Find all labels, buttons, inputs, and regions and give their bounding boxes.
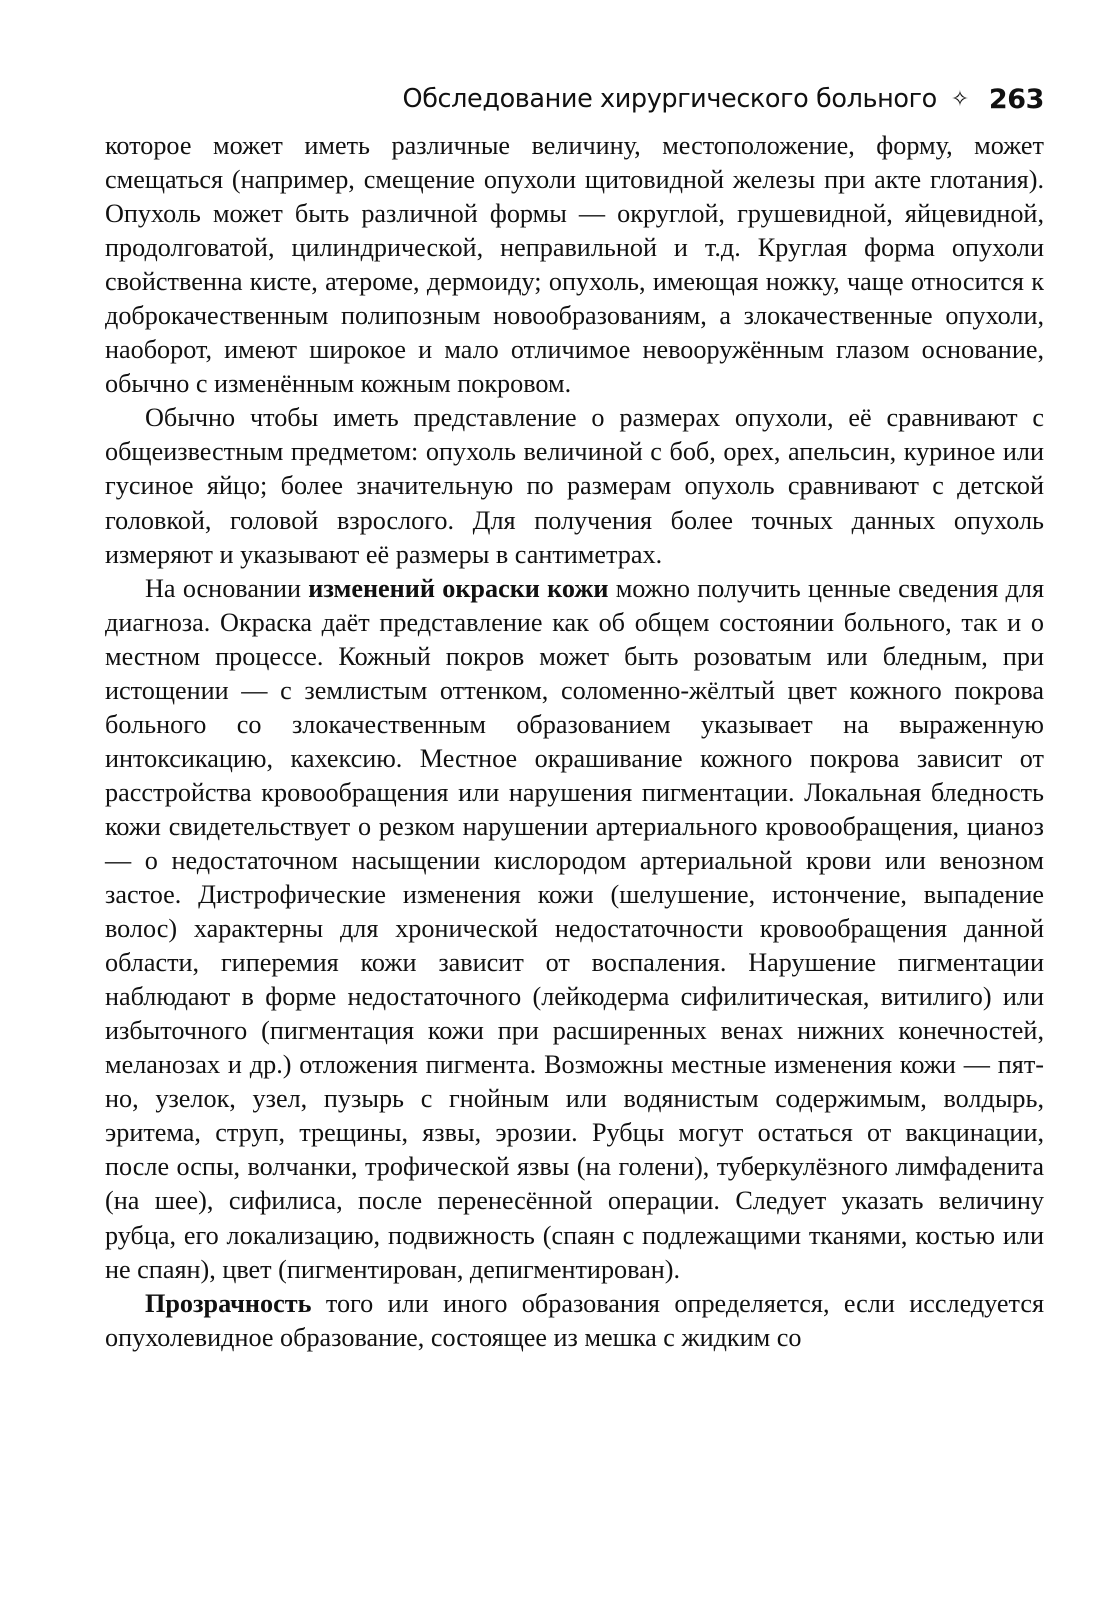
paragraph-tumor-size: Обычно чтобы иметь представление о размерах опухоли, её сравнивают с общеизвестным предметом: опухоль величиной с боб, орех, апельсин, куриное или гусиное яйцо; более значительную по размерам опухоль сравнивают с детской головкой, головой взрослого. Для получения более точных данных опухоль измеряют и указывают её размеры в сантиметрах. xyxy=(105,403,1044,569)
body-text xyxy=(105,129,1044,1355)
chapter-title: Обследование хирургического больного xyxy=(402,84,937,114)
paragraph-skin-color xyxy=(105,572,1044,1287)
paragraph-tumor-shape: которое может иметь различные величину, местоположение, форму, может смещаться (например, смещение опухоли щитовидной железы при акте глотания). Опухоль может быть различной формы — округлой, грушевидной, яйцевидной, продолговатой, цилиндрической, неправильной и т.д. Круглая форма опухоли свойственна кисте, атероме, дермоиду; опухоль, имеющая ножку, чаще относится к доброкачественным полипозным новообразованиям, а злокачественные опухоли, наоборот, имеют широкое и мало отличимое невооружённым глазом основание, обычно с изменённым кожным покровом. xyxy=(105,131,1044,399)
running-header xyxy=(105,76,1044,122)
diamond-separator-icon: ✧ xyxy=(950,86,969,112)
page-number: 263 xyxy=(988,83,1044,115)
paragraph-body-text: можно получить ценные сведения для диагноза. Окраска даёт представление как об общем состоянии больного, так и о местном процессе. Кожный покров может быть розоватым или бледным, при истощении — с землистым оттенком, соломенно-жёлтый цвет кожного покрова больного со злокачественным образованием указывает на выраженную интоксикацию, кахексию. Местное окрашивание кожного покрова зависит от расстройства кровообращения или нарушения пигментации. Локальная бледность кожи свидетельствует о резком нарушении артериального кровообращения, цианоз — о недостаточном насыщении кислородом артериальной крови или венозном застое. Дистрофические изменения кожи (шелушение, истончение, выпадение волос) характерны для хронической недостаточности кровообращения данной области, гиперемия кожи зависит от воспаления. Нарушение пигментации наблюдают в форме недостаточного (лейкодерма сифилитическая, витилиго) или избыточного (пигментация кожи при расширенных венах нижних конечностей, меланозах и др.) отложения пигмента. Возможны местные изменения кожи — пятно, узелок, узел, пузырь с гнойным или водянистым содержимым, волдырь, эритема, струп, трещины, язвы, эрозии. Рубцы могут остаться от вакцинации, после оспы, волчанки, трофической язвы (на голени), туберкулёзного лимфаденита (на шее), сифилиса, после перенесённой операции. Следует указать величину рубца, его локализацию, подвижность (спаян с подлежащими тканями, костью или не спаян), цвет (пигментирован, депигментирован). xyxy=(105,573,1044,1284)
bold-term-transparency: Прозрачность xyxy=(145,1288,312,1318)
paragraph-transparency xyxy=(105,1287,1044,1355)
paragraph-lead-text: На основании xyxy=(145,573,309,603)
bold-term-skin-color: изменений окраски кожи xyxy=(308,573,609,603)
paragraph-body-text: того или иного образования определяется, если исследуется опухолевидное образование, состоящее из мешка с жидким со xyxy=(105,1288,1044,1352)
